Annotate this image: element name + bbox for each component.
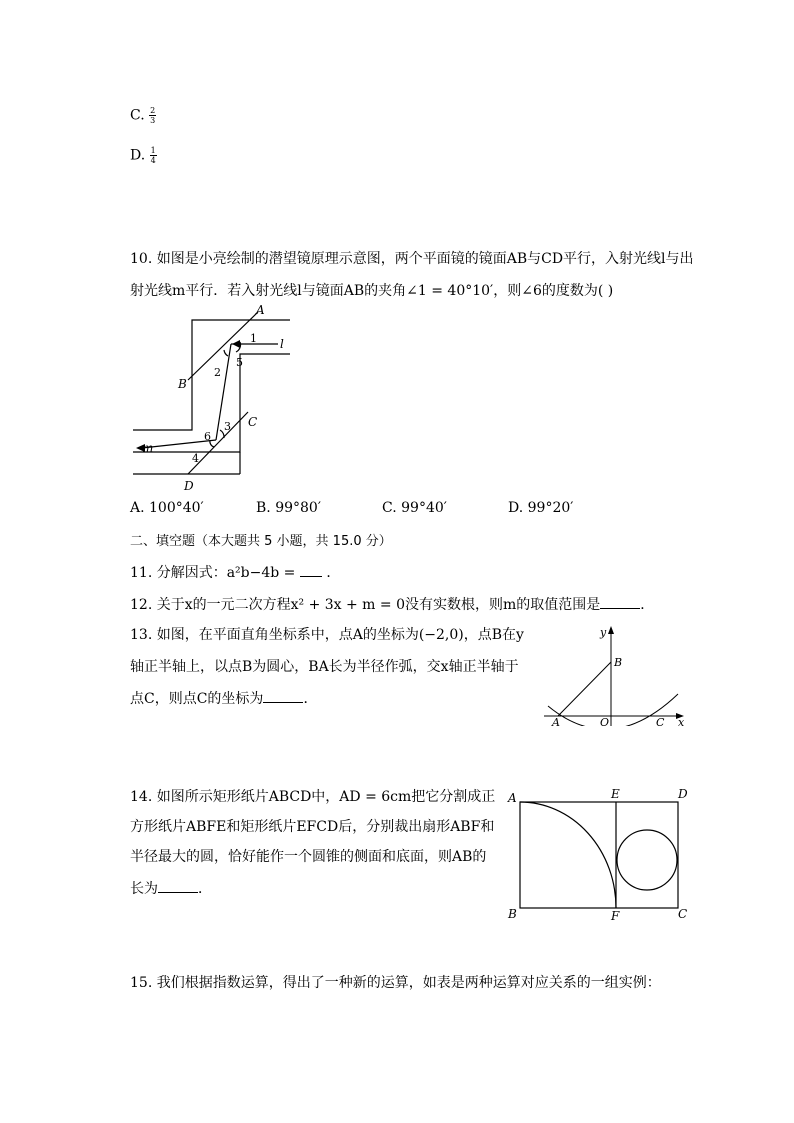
angle-2: 2 xyxy=(214,366,221,379)
section-title: 二、填空题（本大题共 5 小题，共 15.0 分） xyxy=(130,534,392,549)
point-c-label: C xyxy=(656,716,665,726)
origin-label: O xyxy=(600,716,610,726)
q13-text-line2: 轴正半轴上，以点B为圆心，BA长为半径作弧，交x轴正半轴于 xyxy=(130,659,519,675)
answer-blank xyxy=(263,690,303,703)
q13-text-line3: 点C，则点C的坐标为 ． xyxy=(130,691,318,707)
q10-option-c: C. 99°40′ xyxy=(382,500,447,516)
point-e-label: E xyxy=(611,787,620,801)
fraction: $\frac{2}{3}$ xyxy=(150,106,156,125)
q10-text-line2: 射光线m平行．若入射光线l与镜面AB的夹角∠1 = 40°10′，则∠6的度数为( ) xyxy=(130,283,614,299)
q14-text-line3: 半径最大的圆，恰好能作一个圆锥的侧面和底面，则AB的 xyxy=(130,849,487,865)
fraction: $\frac{1}{4}$ xyxy=(150,146,156,165)
point-f-label: F xyxy=(611,909,620,923)
q13-text-line1: 13. 如图，在平面直角坐标系中，点A的坐标为(−2,0)，点B在y xyxy=(130,627,524,643)
angle-1: 1 xyxy=(250,332,257,345)
point-b-label: B xyxy=(614,656,623,669)
point-c-label: C xyxy=(678,907,688,921)
label-l: l xyxy=(280,337,284,351)
point-d-label: D xyxy=(678,787,688,801)
coordinate-figure xyxy=(540,622,690,726)
q10-text-line1: 10. 如图是小亮绘制的潜望镜原理示意图，两个平面镜的镜面AB与CD平行，入射光线l与出 xyxy=(130,251,694,267)
angle-6: 6 xyxy=(204,430,211,443)
q14-text-line2: 方形纸片ABFE和矩形纸片EFCD后，分别裁出扇形ABF和 xyxy=(130,819,495,835)
q14-text-line4: 长为 ． xyxy=(130,881,212,897)
q10-option-a: A. 100°40′ xyxy=(130,500,204,516)
label-d: D xyxy=(184,479,194,493)
q12: 12. 关于x的一元二次方程x² + 3x + m = 0没有实数根，则m的取值范围是 ． xyxy=(130,597,655,613)
q14-text-line1: 14. 如图所示矩形纸片ABCD中，AD = 6cm把它分割成正 xyxy=(130,789,496,805)
angle-5: 5 xyxy=(236,356,243,369)
label-b: B xyxy=(178,377,187,391)
q10-option-b: B. 99°80′ xyxy=(256,500,322,516)
answer-blank xyxy=(158,880,198,893)
rectangle-figure xyxy=(504,784,694,924)
periscope-figure xyxy=(128,302,298,494)
angle-4: 4 xyxy=(192,452,199,465)
answer-blank xyxy=(600,596,640,609)
angle-3: 3 xyxy=(224,420,231,433)
q10-option-d: D. 99°20′ xyxy=(508,500,574,516)
point-a-label: A xyxy=(508,791,517,805)
label-a: A xyxy=(256,303,265,317)
q9-option-d: D. $\frac{1}{4}$ xyxy=(130,146,156,165)
label-m: m xyxy=(142,441,154,455)
q15-text: 15. 我们根据指数运算，得出了一种新的运算，如表是两种运算对应关系的一组实例： xyxy=(130,975,661,991)
label-c: C xyxy=(248,415,258,429)
axis-x-label: x xyxy=(678,716,685,726)
point-a-label: A xyxy=(552,716,560,726)
point-b-label: B xyxy=(508,907,517,921)
q9-option-c: C. $\frac{2}{3}$ xyxy=(130,106,156,125)
axis-y-label: y xyxy=(600,626,607,639)
q11: 11. 分解因式：a²b−4b = ． xyxy=(130,565,341,581)
answer-blank xyxy=(300,564,322,577)
